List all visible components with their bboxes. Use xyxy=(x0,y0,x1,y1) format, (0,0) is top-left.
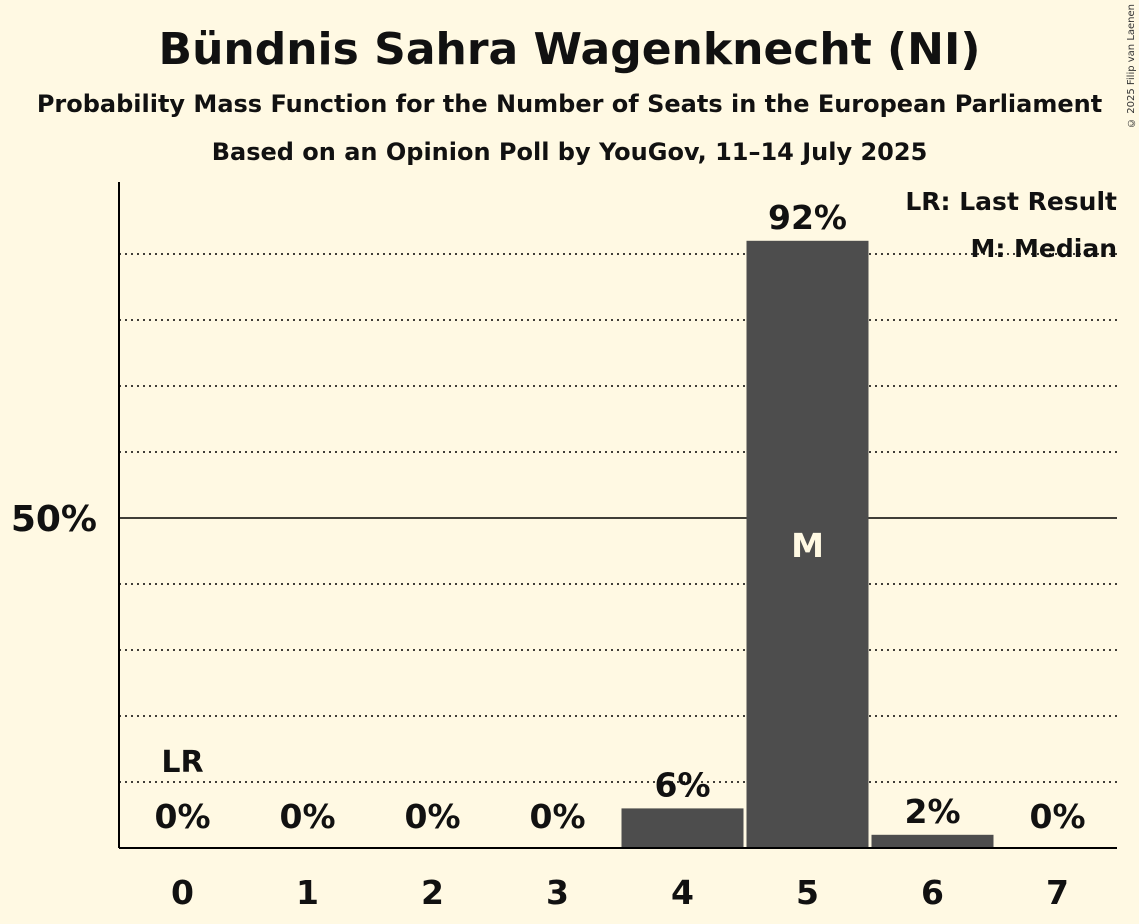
bar-seats-4 xyxy=(622,808,744,848)
value-label-seats-7: 0% xyxy=(1029,797,1086,836)
value-label-seats-6: 2% xyxy=(904,791,961,831)
bar-seats-6 xyxy=(872,835,994,848)
last-result-marker: LR xyxy=(161,745,204,780)
x-tick-label-4: 4 xyxy=(671,873,694,912)
value-label-seats-3: 0% xyxy=(529,797,586,836)
value-label-seats-5: 92% xyxy=(768,197,847,237)
value-label-seats-0: 0% xyxy=(154,797,211,836)
gridlines xyxy=(119,254,1117,782)
value-labels xyxy=(154,198,1085,836)
value-label-seats-4: 6% xyxy=(654,765,711,805)
x-tick-label-6: 6 xyxy=(921,873,944,912)
x-tick-label-3: 3 xyxy=(546,873,569,912)
copyright-notice: © 2025 Filip van Laenen xyxy=(1126,4,1137,128)
x-tick-label-7: 7 xyxy=(1046,873,1069,912)
chart-subtitle: Probability Mass Function for the Number of Seats in the European Parliament xyxy=(36,90,1103,118)
legend-median: M: Median xyxy=(970,234,1117,263)
x-tick-label-2: 2 xyxy=(421,873,444,912)
value-label-seats-1: 0% xyxy=(279,797,336,836)
value-label-seats-2: 0% xyxy=(404,797,461,836)
x-tick-label-5: 5 xyxy=(796,873,819,912)
x-tick-label-1: 1 xyxy=(296,873,319,912)
x-tick-label-0: 0 xyxy=(171,873,194,912)
chart-title: Bündnis Sahra Wagenknecht (NI) xyxy=(158,24,981,75)
median-marker: M xyxy=(791,526,824,565)
legend-last-result: LR: Last Result xyxy=(905,187,1117,216)
chart-source: Based on an Opinion Poll by YouGov, 11–14 July 2025 xyxy=(211,138,928,166)
y-tick-label-50: 50% xyxy=(10,499,97,540)
